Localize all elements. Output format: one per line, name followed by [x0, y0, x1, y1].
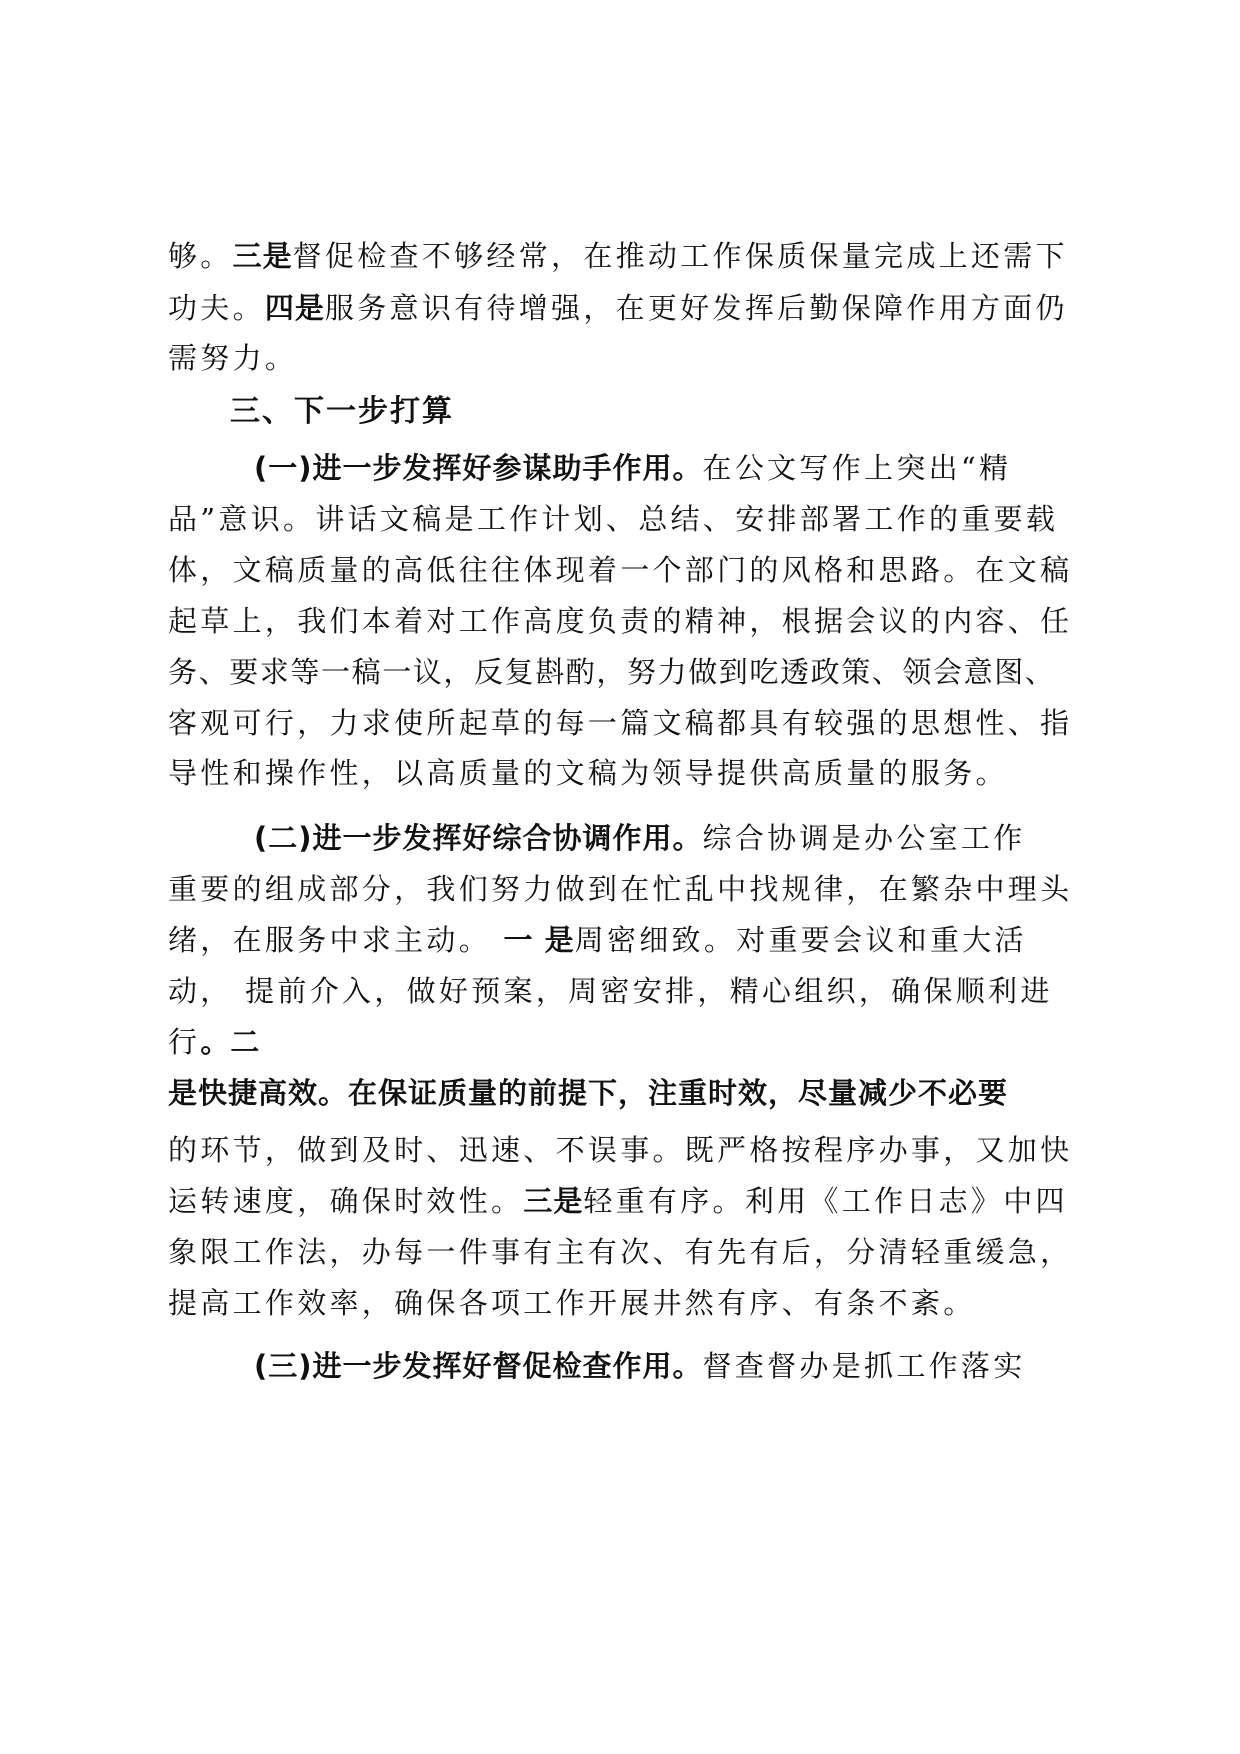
paragraph-3-heading: (三)进一步发挥好督促检查作用。	[254, 1349, 703, 1383]
text-line: 提高工作效率，确保各项工作开展井然有序、有条不紊。	[168, 1286, 976, 1320]
text-line: 运转速度，确保时效性。三是轻重有序。利用《工作日志》中四	[168, 1184, 1068, 1218]
text-line: 象限工作法，办每一件事有主有次、有先有后，分清轻重缓急，	[168, 1235, 1073, 1269]
text-line: 导性和操作性，以高质量的文稿为领导提供高质量的服务。	[168, 756, 1008, 790]
text-line: 行。二	[168, 1025, 261, 1059]
text-line: 体，文稿质量的高低往往体现着一个部门的风格和思路。在文稿	[168, 553, 1073, 587]
paragraph-1-first-line: (一)进一步发挥好参谋助手作用。在公文写作上突出“精	[254, 451, 1012, 485]
paragraph-2-heading: (二)进一步发挥好综合协调作用。	[254, 821, 703, 855]
text-line: 重要的组成部分，我们努力做到在忙乱中找规律，在繁杂中理头	[168, 872, 1073, 906]
paragraph-1-heading: (一)进一步发挥好参谋助手作用。	[254, 451, 703, 485]
paragraph-3-first-line: (三)进一步发挥好督促检查作用。督查督办是抓工作落实	[254, 1349, 1026, 1383]
text-line: 品”意识。讲话文稿是工作计划、总结、安排部署工作的重要载	[168, 502, 1059, 536]
text-line: 务、要求等一稿一议，反复斟酌，努力做到吃透政策、领会意图、	[168, 655, 1056, 689]
text-line: 动， 提前介入，做好预案，周密安排，精心组织，确保顺利进	[168, 974, 1053, 1008]
text-line-bold: 是快捷高效。在保证质量的前提下，注重时效，尽量减少不必要	[168, 1076, 1009, 1110]
text-line: 起草上，我们本着对工作高度负责的精神，根据会议的内容、任	[168, 604, 1073, 638]
text-line: 客观可行，力求使所起草的每一篇文稿都具有较强的思想性、指	[168, 706, 1073, 740]
paragraph-2-first-line: (二)进一步发挥好综合协调作用。综合协调是办公室工作	[254, 821, 1026, 855]
text-line: 够。三是督促检查不够经常，在推动工作保质保量完成上还需下	[168, 239, 1068, 273]
text-line: 的环节，做到及时、迅速、不误事。既严格按程序办事，又加快	[168, 1133, 1073, 1167]
text-line: 绪，在服务中求主动。 一 是周密细致。对重要会议和重大活	[168, 923, 1027, 957]
section-heading: 三、下一步打算	[230, 394, 454, 429]
text-line: 需努力。	[168, 341, 298, 375]
text-line: 功夫。四是服务意识有待增强，在更好发挥后勤保障作用方面仍	[168, 291, 1068, 325]
